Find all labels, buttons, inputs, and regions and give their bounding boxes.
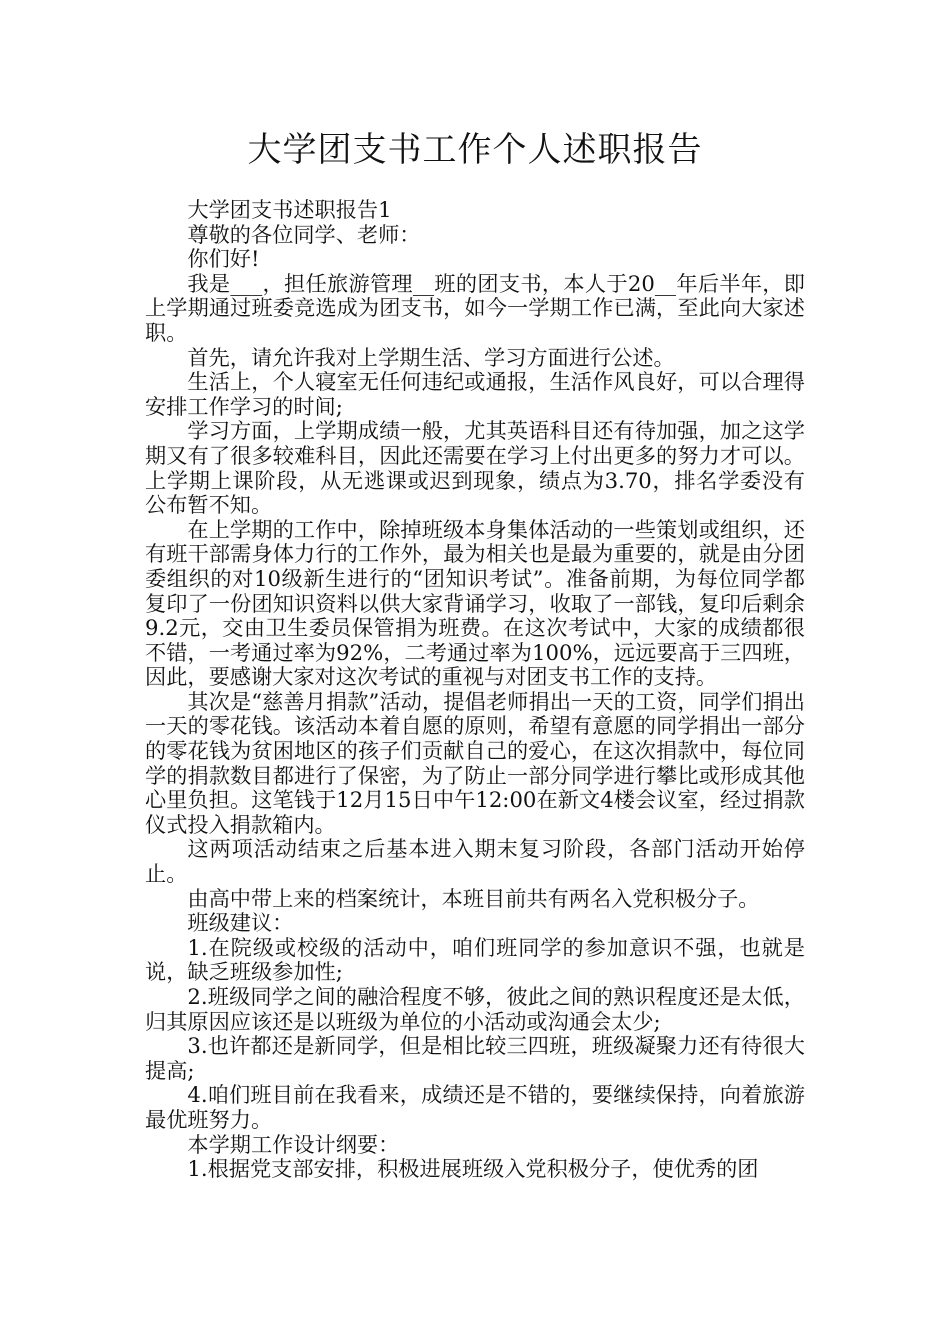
paragraph: 学习方面，上学期成绩一般，尤其英语科目还有待加强，加之这学期又有了很多较难科目，因此还需要在学习上付出更多的努力才可以。上学期上课阶段，从无逃课或迟到现象，绩点为3.70，排名学委没有公布暂不知。 bbox=[145, 418, 805, 518]
paragraph: 首先，请允许我对上学期生活、学习方面进行公述。 bbox=[187, 344, 675, 370]
paragraph: 这两项活动结束之后基本进入期末复习阶段，各部门活动开始停止。 bbox=[145, 836, 805, 887]
paragraph: 在上学期的工作中，除掉班级本身集体活动的一些策划或组织，还有班干部需身体力行的工作外，最为相关也是最为重要的，就是由分团委组织的对10级新生进行的“团知识考试”。准备前期，为每位同学都复印了一份团知识资料以供大家背诵学习，收取了一部钱，复印后剩余9.2元，交由卫生委员保管捐为班费。在这次考试中，大家的成绩都很不错，一考通过率为92%，二考通过率为100%，远远要高于三四班，因此，要感谢大家对这次考试的重视与对团支书工作的支持。 bbox=[145, 516, 805, 690]
paragraph: 我是___，担任旅游管理__班的团支书，本人于20__年后半年，即上学期通过班委竞选成为团支书，如今一学期工作已满，至此向大家述职。 bbox=[145, 270, 805, 345]
paragraph: 4.咱们班目前在我看来，成绩还是不错的，要继续保持，向着旅游最优班努力。 bbox=[145, 1082, 805, 1132]
document-body bbox=[145, 198, 805, 1182]
paragraph: 你们好! bbox=[187, 246, 260, 272]
paragraph: 本学期工作设计纲要： bbox=[187, 1131, 400, 1157]
paragraph: 其次是“慈善月捐款”活动，提倡老师捐出一天的工资，同学们捐出一天的零花钱。该活动本着自愿的原则，希望有意愿的同学捐出一部分的零花钱为贫困地区的孩子们贡献自己的爱心，在这次捐款中，每位同学的捐款数目都进行了保密，为了防止一部分同学进行攀比或形成其他心里负担。这笔钱于12月15日中午12:00在新文4楼会议室，经过捐款仪式投入捐款箱内。 bbox=[145, 688, 805, 837]
paragraph: 大学团支书述职报告1 bbox=[187, 197, 392, 222]
paragraph: 2.班级同学之间的融洽程度不够，彼此之间的熟识程度还是太低，归其原因应该还是以班级为单位的小活动或沟通会太少; bbox=[145, 984, 805, 1034]
paragraph: 班级建议： bbox=[187, 910, 294, 936]
paragraph: 生活上，个人寝室无任何违纪或通报，生活作风良好，可以合理得安排工作学习的时间; bbox=[145, 369, 805, 419]
paragraph: 1.根据党支部安排，积极进展班级入党积极分子，使优秀的团 bbox=[187, 1156, 759, 1182]
document-title: 大学团支书工作个人述职报告 bbox=[247, 130, 703, 170]
paragraph: 3.也许都还是新同学，但是相比较三四班，班级凝聚力还有待很大提高; bbox=[145, 1033, 805, 1083]
paragraph: 由高中带上来的档案统计，本班目前共有两名入党积极分子。 bbox=[187, 885, 760, 911]
paragraph: 尊敬的各位同学、老师： bbox=[187, 221, 421, 247]
paragraph: 1.在院级或校级的活动中，咱们班同学的参加意识不强，也就是说，缺乏班级参加性; bbox=[145, 934, 805, 985]
